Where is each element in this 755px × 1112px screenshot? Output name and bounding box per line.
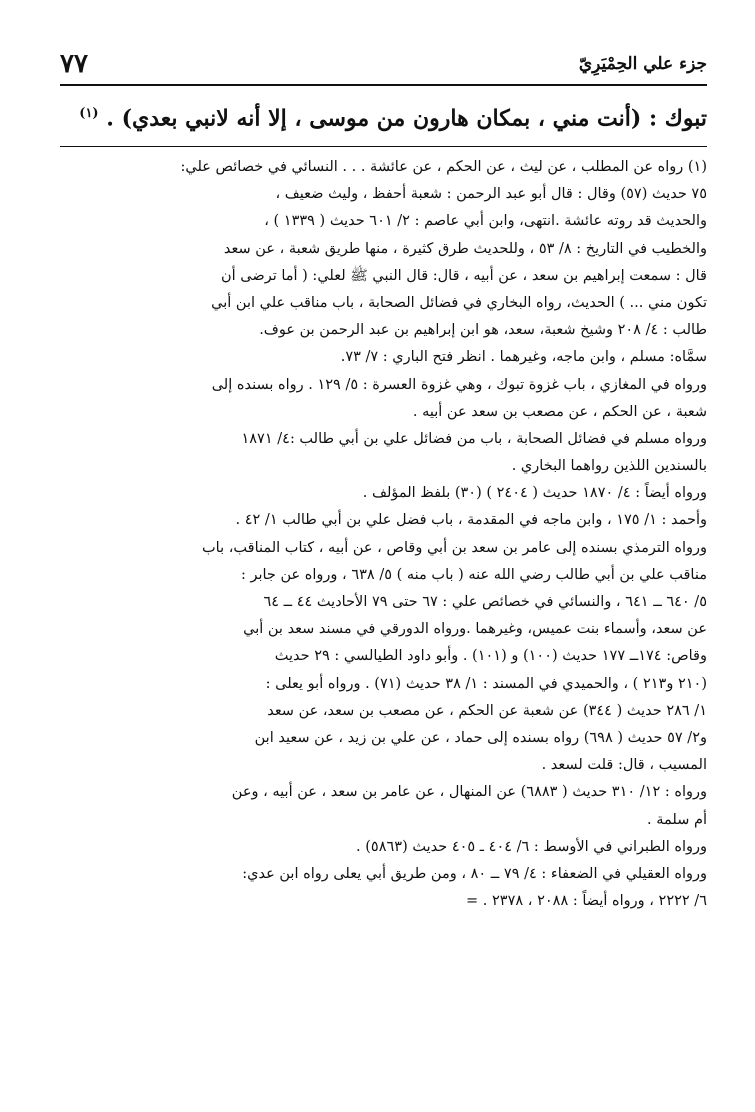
- footnote-line: (١) رواه عن المطلب ، عن ليث ، عن الحكم ، عن عائشة . . . النسائي في خصائص علي:: [180, 159, 707, 175]
- footnote-line: (٢١٠ و٢١٣ ) ، والحميدي في المسند : ١/ ٣٨ حديث (٧١) . ورواه أبو يعلى :: [265, 675, 707, 692]
- footnote-line: ١/ ٢٨٦ حديث ( ٣٤٤) عن شعبة عن الحكم ، عن مصعب بن سعد، عن سعد: [267, 702, 707, 719]
- footnote-line: و٢/ ٥٧ حديث ( ٦٩٨) رواه بسنده إلى حماد ، عن علي بن زيد ، عن سعيد ابن: [254, 729, 707, 746]
- footnote-line: شعبة ، عن الحكم ، عن مصعب بن سعد عن أبيه .: [412, 403, 707, 420]
- footnote-line: ورواه الترمذي بسنده إلى عامر بن سعد بن أبي وقاص ، عن أبيه ، كتاب المناقب، باب: [202, 539, 707, 556]
- main-text-line: [60, 92, 707, 136]
- footnote-line: بالسندين اللذين رواهما البخاري .: [511, 458, 707, 475]
- page-header: [60, 44, 707, 86]
- footnote-line: قال : سمعت إبراهيم بن سعد ، عن أبيه ، قال: قال النبي ﷺ لعلي: ( أما ترضى أن: [221, 267, 707, 284]
- footnote-line: ورواه أيضاً : ٤/ ١٨٧٠ حديث ( ٢٤٠٤ ) (٣٠) بلفظ المؤلف .: [362, 485, 707, 502]
- footnote-reference: (١): [79, 106, 99, 121]
- footnote-line: طالب : ٤/ ٢٠٨ وشيخ شعبة، سعد، هو ابن إبراهيم بن عبد الرحمن بن عوف.: [259, 322, 707, 339]
- footnote-line: أم سلمة .: [647, 811, 707, 828]
- footnote-line: والخطيب في التاريخ : ٨/ ٥٣ ، وللحديث طرق كثيرة ، منها طريق شعبة ، عن سعد: [223, 240, 707, 257]
- footnote-line: ورواه العقيلي في الضعفاء : ٤/ ٧٩ ــ ٨٠ ، ومن طريق أبي يعلى رواه ابن عدي:: [242, 865, 707, 882]
- footnote-line: ورواه في المغازي ، باب غزوة تبوك ، وهي غزوة العسرة : ٥/ ١٢٩ . رواه بسنده إلى: [211, 376, 707, 393]
- footnotes: [60, 154, 707, 915]
- footnote-divider: [60, 146, 707, 147]
- page-number: ٧٧: [60, 49, 88, 79]
- footnote-line: ٦/ ٢٢٢٢ ، ورواه أيضاً : ٢٠٨٨ ، ٢٣٧٨ . =: [466, 893, 707, 910]
- footnote-line: ورواه الطبراني في الأوسط : ٦/ ٤٠٤ ـ ٤٠٥ حديث (٥٨٦٣) .: [356, 838, 707, 855]
- running-title: جزء علي الحِمْيَرِيّ: [578, 54, 707, 74]
- footnote-line: عن سعد، وأسماء بنت عميس، وغيرهما .ورواه الدورقي في مسند سعد بن أبي: [243, 621, 707, 638]
- footnote-line: ورواه مسلم في فضائل الصحابة ، باب من فضائل علي بن أبي طالب :٤/ ١٨٧١: [241, 430, 707, 447]
- footnote-line: والحديث قد روته عائشة .انتهى، وابن أبي عاصم : ٢/ ٦٠١ حديث ( ١٣٣٩ ) ،: [264, 213, 707, 230]
- footnote-line: ٥/ ٦٤٠ ــ ٦٤١ ، والنسائي في خصائص علي : ٦٧ حتى ٧٩ الأحاديث ٤٤ ــ ٦٤: [263, 594, 707, 610]
- footnote-line: سمَّاه: مسلم ، وابن ماجه، وغيرهما . انظر فتح الباري : ٧/ ٧٣.: [340, 349, 707, 366]
- footnote-line: ٧٥ حديث (٥٧) وقال : قال أبو عبد الرحمن : شعبة أحفظ ، وليث ضعيف ،: [275, 186, 707, 203]
- main-text: تبوك : (أنت مني ، بمكان هارون من موسى ، إلا أنه لانبي بعدي) .: [106, 105, 707, 132]
- footnote-line: مناقب علي بن أبي طالب رضي الله عنه ( باب منه ) ٥/ ٦٣٨ ، ورواه عن جابر :: [240, 566, 707, 583]
- footnote-line: تكون مني ... ) الحديث، رواه البخاري في فضائل الصحابة ، باب مناقب علي ابن أبي: [211, 294, 707, 311]
- footnote-line: وأحمد : ١/ ١٧٥ ، وابن ماجه في المقدمة ، باب فضل علي بن أبي طالب ١/ ٤٢ .: [235, 512, 707, 529]
- footnote-line: وقاص: ١٧٤ــ ١٧٧ حديث (١٠٠) و (١٠١) . وأبو داود الطيالسي : ٢٩ حديث: [274, 648, 707, 665]
- footnote-line: المسيب ، قال: قلت لسعد .: [541, 757, 707, 774]
- footnote-line: ورواه : ١٢/ ٣١٠ حديث ( ٦٨٨٣) عن المنهال ، عن عامر بن سعد ، عن أبيه ، وعن: [231, 784, 707, 801]
